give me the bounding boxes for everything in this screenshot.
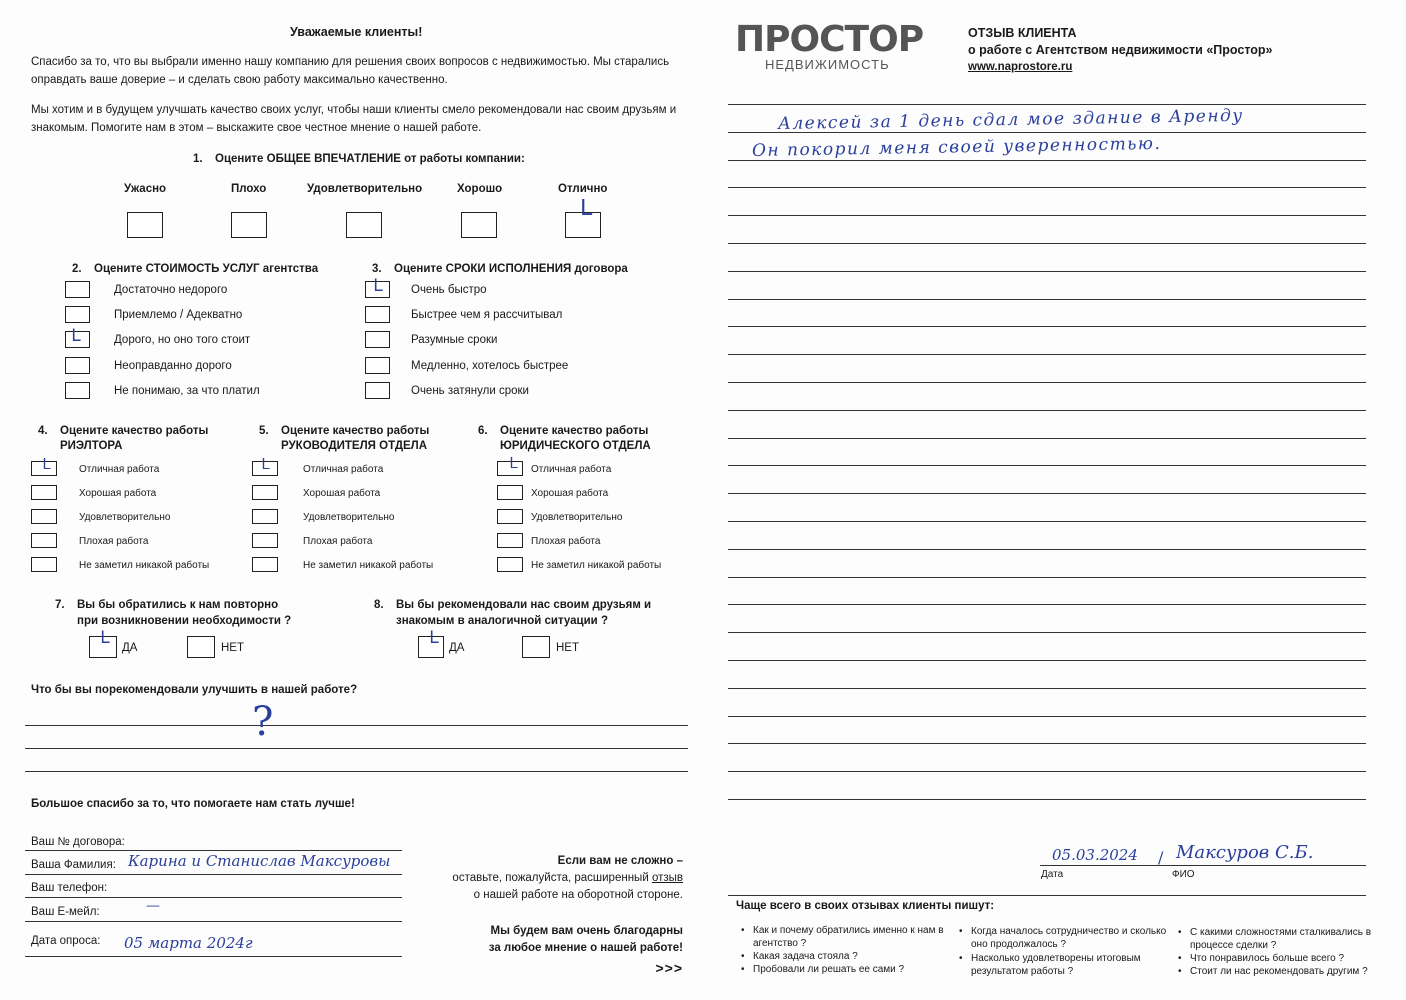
tip-item bbox=[753, 963, 904, 976]
q3-option-label: Медленно, хотелось быстрее bbox=[411, 360, 569, 372]
q5-checkbox[interactable] bbox=[252, 485, 278, 500]
q3-checkbox[interactable] bbox=[365, 357, 390, 374]
signature-line bbox=[1040, 865, 1366, 866]
field-line bbox=[25, 897, 402, 898]
field-line bbox=[25, 921, 402, 922]
intro-text: оправдать ваше доверие – и сделать свою работу максимально качественно. bbox=[31, 74, 448, 86]
review-title: ОТЗЫВ КЛИЕНТА bbox=[968, 26, 1077, 40]
q3-checkbox[interactable] bbox=[365, 306, 390, 323]
tip-text: Стоит ли нас рекомендовать другим ? bbox=[1190, 966, 1368, 977]
aside-text-part: оставьте, пожалуйста, расширенный bbox=[452, 872, 652, 884]
ruled-line bbox=[728, 493, 1366, 494]
surname-handwriting: Карина и Станислав Максуровы bbox=[128, 852, 391, 870]
ruled-line bbox=[728, 632, 1366, 633]
q6-option-label: Отличная работа bbox=[531, 464, 612, 475]
ruled-line bbox=[728, 382, 1366, 383]
q1-option-label: Отлично bbox=[558, 183, 608, 195]
q1-title: Оцените ОБЩЕЕ ВПЕЧАТЛЕНИЕ от работы компании: bbox=[215, 153, 525, 165]
q2-checkbox[interactable] bbox=[65, 382, 90, 399]
q3-option-label: Разумные сроки bbox=[411, 334, 498, 346]
tip-text: Когда началось сотрудничество и сколько bbox=[971, 926, 1167, 937]
q5-option-label: Удовлетворительно bbox=[303, 512, 395, 523]
intro-text: Спасибо за то, что вы выбрали именно нашу компанию для решения своих вопросов с недвижимостью. Мы старались bbox=[31, 56, 670, 68]
q4-option-label: Отличная работа bbox=[79, 464, 160, 475]
intro-text: знакомым. Помогите нам в этом – выскажите свое честное мнение о нашей работе. bbox=[31, 122, 482, 134]
q4-checkbox[interactable] bbox=[31, 557, 57, 572]
q4-option-label: Хорошая работа bbox=[79, 488, 157, 499]
q4-number: 4. bbox=[38, 425, 48, 437]
q2-title: Оцените СТОИМОСТЬ УСЛУГ агентства bbox=[94, 263, 319, 275]
ruled-line bbox=[728, 604, 1366, 605]
q2-option-label: Приемлемо / Адекватно bbox=[114, 309, 243, 321]
q5-option-label: Хорошая работа bbox=[303, 488, 381, 499]
answer-line bbox=[25, 725, 688, 726]
q4-checkbox[interactable] bbox=[31, 509, 57, 524]
field-line bbox=[25, 850, 402, 851]
q2-option-label: Не понимаю, за что платил bbox=[114, 385, 260, 397]
q4-checkbox[interactable] bbox=[31, 533, 57, 548]
q2-checkbox[interactable] bbox=[65, 281, 90, 298]
q1-checkbox[interactable] bbox=[231, 212, 267, 238]
tip-item bbox=[1190, 965, 1368, 978]
ruled-line bbox=[728, 410, 1366, 411]
q3-option-label: Быстрее чем я рассчитывал bbox=[411, 309, 563, 321]
q5-checkbox[interactable] bbox=[252, 509, 278, 524]
q8-yes-label: ДА bbox=[449, 642, 465, 654]
q3-option-label: Очень затянули сроки bbox=[411, 385, 529, 397]
tip-text: агентство ? bbox=[753, 938, 807, 949]
q6-title: ЮРИДИЧЕСКОГО ОТДЕЛА bbox=[500, 440, 651, 452]
review-link[interactable]: отзыв bbox=[651, 872, 683, 884]
review-date-handwriting: 05.03.2024 bbox=[1052, 846, 1138, 864]
q2-checkbox[interactable] bbox=[65, 306, 90, 323]
fio-handwriting: Максуров С.Б. bbox=[1176, 842, 1314, 863]
q4-option-label: Не заметил никакой работы bbox=[79, 560, 210, 571]
aside-thanks: Мы будем вам очень благодарны bbox=[490, 925, 683, 937]
checkmark-icon: Ꮮ bbox=[262, 455, 271, 473]
q3-checkbox[interactable] bbox=[365, 331, 390, 348]
logo-subtitle: НЕДВИЖИМОСТЬ bbox=[765, 57, 890, 72]
q6-option-label: Хорошая работа bbox=[531, 488, 609, 499]
q4-checkbox[interactable] bbox=[31, 485, 57, 500]
aside-heading: Если вам не сложно – bbox=[557, 855, 683, 867]
ruled-line bbox=[728, 438, 1366, 439]
ruled-line bbox=[728, 688, 1366, 689]
arrows-icon: >>> bbox=[655, 960, 683, 976]
checkmark-icon: Ꮮ bbox=[101, 628, 111, 648]
q6-title: Оцените качество работы bbox=[500, 425, 649, 437]
surname-label: Ваша Фамилия: bbox=[31, 859, 116, 871]
checkmark-icon: Ꮮ bbox=[374, 276, 384, 296]
ruled-line bbox=[728, 354, 1366, 355]
review-handwriting-line2: Он покорил меня своей уверенностью. bbox=[751, 133, 1162, 161]
q5-option-label: Плохая работа bbox=[303, 536, 373, 547]
q2-option-label: Достаточно недорого bbox=[114, 284, 228, 296]
q5-title: Оцените качество работы bbox=[281, 425, 430, 437]
ruled-line bbox=[728, 465, 1366, 466]
checkmark-icon: ᒪ bbox=[580, 196, 593, 221]
q3-checkbox[interactable] bbox=[365, 382, 390, 399]
tip-text: процессе сделки ? bbox=[1190, 940, 1277, 951]
date-label: Дата опроса: bbox=[31, 935, 101, 947]
divider bbox=[728, 895, 1366, 896]
ruled-line bbox=[728, 299, 1366, 300]
date-caption: Дата bbox=[1041, 869, 1064, 880]
ruled-line bbox=[728, 104, 1366, 105]
ruled-line bbox=[728, 716, 1366, 717]
q7-no-label: НЕТ bbox=[221, 642, 244, 654]
q5-checkbox[interactable] bbox=[252, 557, 278, 572]
improve-question: Что бы вы порекомендовали улучшить в нашей работе? bbox=[31, 684, 358, 696]
q1-checkbox[interactable] bbox=[461, 212, 497, 238]
q6-checkbox[interactable] bbox=[497, 533, 523, 548]
q7-title: при возникновении необходимости ? bbox=[77, 615, 292, 627]
tip-text: Как и почему обратились именно к нам в bbox=[753, 925, 944, 936]
q4-option-label: Плохая работа bbox=[79, 536, 149, 547]
q6-checkbox[interactable] bbox=[497, 557, 523, 572]
q6-option-label: Плохая работа bbox=[531, 536, 601, 547]
q1-option-label: Плохо bbox=[231, 183, 267, 195]
ruled-line bbox=[728, 549, 1366, 550]
ruled-line bbox=[728, 215, 1366, 216]
q6-number: 6. bbox=[478, 425, 488, 437]
tip-text: оно продолжалось ? bbox=[971, 939, 1067, 950]
aside-text: о нашей работе на оборотной стороне. bbox=[473, 889, 683, 901]
ruled-line bbox=[728, 771, 1366, 772]
checkmark-icon: Ꮮ bbox=[43, 455, 52, 473]
q2-checkbox[interactable] bbox=[65, 357, 90, 374]
q3-option-label: Очень быстро bbox=[411, 284, 487, 296]
q1-option-label: Хорошо bbox=[457, 183, 503, 195]
q8-no-checkbox[interactable] bbox=[522, 636, 550, 658]
q5-number: 5. bbox=[259, 425, 269, 437]
email-handwriting: — bbox=[146, 898, 160, 914]
tip-item bbox=[971, 925, 1166, 951]
review-handwriting-line1: Алексей за 1 день сдал мое здание в Аренду bbox=[777, 105, 1244, 134]
ruled-line bbox=[728, 799, 1366, 800]
ruled-line bbox=[728, 743, 1366, 744]
answer-line bbox=[25, 771, 688, 772]
q2-option-label: Неоправданно дорого bbox=[114, 360, 232, 372]
tip-text: результатом работы ? bbox=[971, 966, 1074, 977]
q6-option-label: Удовлетворительно bbox=[531, 512, 623, 523]
q6-checkbox[interactable] bbox=[497, 509, 523, 524]
greeting-heading: Уважаемые клиенты! bbox=[290, 25, 423, 39]
q1-option-label: Удовлетворительно bbox=[307, 183, 423, 195]
survey-date-handwriting: 05 марта 2024г bbox=[124, 934, 253, 952]
q7-number: 7. bbox=[55, 599, 65, 611]
tip-text: Что понравилось больше всего ? bbox=[1190, 953, 1345, 964]
ruled-line bbox=[728, 577, 1366, 578]
tip-item bbox=[1190, 952, 1344, 965]
separator-slash: / bbox=[1158, 848, 1164, 867]
aside-text bbox=[452, 871, 683, 886]
ruled-line bbox=[728, 660, 1366, 661]
checkmark-icon: Ꮮ bbox=[510, 454, 519, 472]
q7-title: Вы бы обратились к нам повторно bbox=[77, 599, 279, 611]
q5-title: РУКОВОДИТЕЛЯ ОТДЕЛА bbox=[281, 440, 428, 452]
ruled-line bbox=[728, 326, 1366, 327]
q3-number: 3. bbox=[372, 263, 382, 275]
q7-no-checkbox[interactable] bbox=[187, 636, 215, 658]
q4-title: Оцените качество работы bbox=[60, 425, 209, 437]
improve-answer-handwriting: ? bbox=[252, 699, 274, 745]
checkmark-icon: Ꮮ bbox=[430, 628, 440, 648]
tip-text: Насколько удовлетворены итоговым bbox=[971, 953, 1141, 964]
q5-option-label: Отличная работа bbox=[303, 464, 384, 475]
aside-thanks: за любое мнение о нашей работе! bbox=[488, 942, 683, 954]
answer-line bbox=[25, 748, 688, 749]
ruled-line bbox=[728, 243, 1366, 244]
q2-number: 2. bbox=[72, 263, 82, 275]
thanks-text: Большое спасибо за то, что помогаете нам стать лучше! bbox=[31, 798, 355, 810]
q1-option-label: Ужасно bbox=[124, 183, 167, 195]
ruled-line bbox=[728, 271, 1366, 272]
q8-no-label: НЕТ bbox=[556, 642, 579, 654]
tips-title: Чаще всего в своих отзывах клиенты пишут: bbox=[736, 900, 995, 912]
tip-item bbox=[1190, 926, 1371, 952]
intro-text: Мы хотим и в будущем улучшать качество своих услуг, чтобы наши клиенты смело рекомендовали нас своим друзьям и bbox=[31, 104, 677, 116]
phone-label: Ваш телефон: bbox=[31, 882, 108, 894]
ruled-line bbox=[728, 187, 1366, 188]
q5-checkbox[interactable] bbox=[252, 533, 278, 548]
q1-checkbox[interactable] bbox=[346, 212, 382, 238]
q6-checkbox[interactable] bbox=[497, 485, 523, 500]
contract-label: Ваш № договора: bbox=[31, 836, 125, 848]
tip-item bbox=[971, 952, 1141, 978]
review-subtitle: о работе с Агентством недвижимости «Простор» bbox=[968, 43, 1273, 57]
logo-wordmark: ПРОСТОР bbox=[735, 19, 924, 60]
q2-option-label: Дорого, но оно того стоит bbox=[114, 334, 251, 346]
field-line bbox=[25, 874, 402, 875]
fio-caption: ФИО bbox=[1172, 869, 1195, 880]
q8-title: Вы бы рекомендовали нас своим друзьям и bbox=[396, 599, 652, 611]
q1-checkbox[interactable] bbox=[127, 212, 163, 238]
tip-text: Какая задача стояла ? bbox=[753, 951, 858, 962]
tip-item bbox=[753, 950, 858, 963]
email-label: Ваш Е-мейл: bbox=[31, 906, 100, 918]
q8-title: знакомым в аналогичной ситуации ? bbox=[396, 615, 608, 627]
q4-title: РИЭЛТОРА bbox=[60, 440, 123, 452]
tip-item bbox=[753, 924, 944, 950]
tip-text: С какими сложностями сталкивались в bbox=[1190, 927, 1372, 938]
field-line bbox=[25, 956, 402, 957]
site-link[interactable]: www.naprostore.ru bbox=[968, 61, 1073, 73]
ruled-line bbox=[728, 521, 1366, 522]
q1-number: 1. bbox=[193, 153, 203, 165]
tip-text: Пробовали ли решать ее сами ? bbox=[753, 964, 905, 975]
checkmark-icon: Ꮮ bbox=[72, 326, 82, 346]
q3-title: Оцените СРОКИ ИСПОЛНЕНИЯ договора bbox=[394, 263, 628, 275]
q7-yes-label: ДА bbox=[122, 642, 138, 654]
q8-number: 8. bbox=[374, 599, 384, 611]
q5-option-label: Не заметил никакой работы bbox=[303, 560, 434, 571]
q4-option-label: Удовлетворительно bbox=[79, 512, 171, 523]
q6-option-label: Не заметил никакой работы bbox=[531, 560, 662, 571]
